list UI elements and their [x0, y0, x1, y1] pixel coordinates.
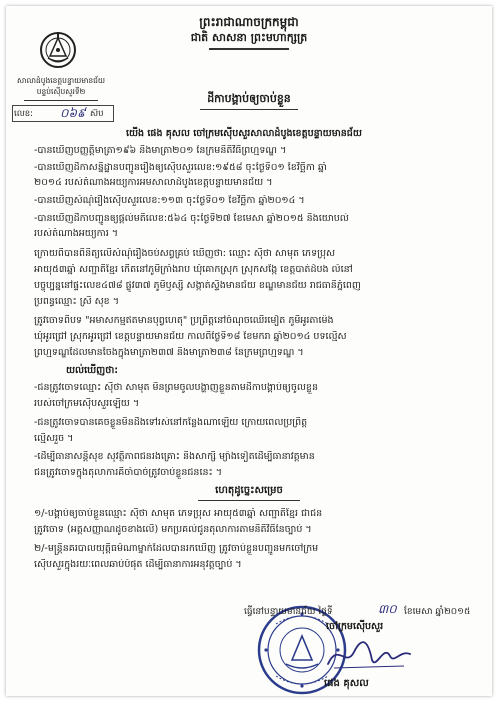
consideration-line: ព្រហ្មទណ្ឌដែលមានចែងក្នុងមាត្រា២៣៧ និងមាត្រា២៣៨ នៃក្រមព្រហ្មទណ្ឌ ។	[34, 347, 304, 358]
reference-number: ០៦៩	[60, 106, 86, 120]
recital-line: -បានឃើញដីកាសន្និដ្ឋានបញ្ជូនរឿងឲ្យស៊ើបសួរលេខ:១៩៥៨ ចុះថ្ងៃទី០១ ខែវិច្ឆិកា ឆ្នាំ	[34, 162, 327, 173]
recital-line: -បានឃើញដីកាបញ្ជូនឲ្យផ្តល់មតិលេខ:៥៦៤ ចុះថ្ងៃទី២៧ ខែមេសា ឆ្នាំ២០១៥ និងយោបល់	[34, 213, 349, 224]
date-day: ៣០	[378, 602, 397, 616]
title-underline	[200, 109, 298, 110]
signatory-title: ចៅក្រមស៊ើបសួរ	[326, 621, 384, 632]
document-page	[6, 6, 492, 696]
consideration-line: ក្រោយពីបានពិនិត្យលើសំណុំរឿងចប់សព្វគ្រប់ ឃើញថា: ឈ្មោះ ស៊ីថា សាមុត ភេទប្រុស	[34, 248, 336, 259]
consideration-line: បច្ចុប្បន្ននៅផ្ទះលេខ៤៧៨ ផ្លូវ៣៧ ភូមិឫស្សី សង្កាត់ស្ទឹងមានជ័យ ខណ្ឌមានជ័យ រាជធានីភ្នំពេញ	[34, 280, 361, 291]
reference-suffix: ស៊ប	[90, 109, 104, 119]
consideration-line: ត្រូវចោទពីបទ "អមាសកម្មឥតមានបុព្វហេតុ" ប្រព្រឹត្តនៅចំណុចឈើរមៀត ភូមិអូរតាម៉េង	[34, 315, 334, 326]
seen-line: ជនត្រូវចោទក្នុងតុលាការគឺចាំបាច់ត្រូវចាប់ខ្លួនជននេះ ។	[34, 467, 222, 478]
seen-line: -ដើម្បីធានាសន្តិសុខ សុវត្ថិភាពជនរងគ្រោះ និងសាក្សី ម្យ៉ាងទៀតដើម្បីធានាវត្តមាន	[34, 451, 315, 462]
national-motto: ជាតិ សាសនា ព្រះមហាក្សត្រ	[190, 31, 308, 44]
seen-line: ល្មើសរួច ។	[34, 433, 74, 444]
decision-heading: ហេតុដូច្នេះសម្រេច	[215, 485, 283, 496]
kingdom-heading: ព្រះរាជាណាចក្រកម្ពុជា	[199, 15, 299, 29]
court-name: សាលាដំបូងខេត្តបន្ទាយមានជ័យ	[16, 76, 106, 85]
recital-line: ២០១៤ របស់តំណាងអយ្យការអមសាលាដំបូងខេត្តបន្ទាយមានជ័យ ។	[34, 177, 273, 188]
seen-line: -ជនត្រូវចោទឈ្មោះ ស៊ីថា សាមុត មិនព្រមចូលបង្ហាញខ្លួនតាមដីកាបង្គាប់ឲ្យចូលខ្លួន	[34, 382, 318, 393]
consideration-line: អាយុ៥៣ឆ្នាំ សញ្ជាតិខ្មែរ កើតនៅភូមិក្រាំងរាប ឃុំគោកស្រុក ស្រុកសង្កែ ខេត្តបាត់ដំបង លំនៅ	[34, 264, 353, 275]
date-month-year: ខែមេសា ឆ្នាំ២០១៥	[404, 607, 471, 617]
place-date-label: ធ្វើនៅបន្ទាយមានជ័យ ថ្ងៃទី	[244, 607, 333, 617]
court-emblem-icon	[36, 26, 80, 70]
seen-heading: យល់ឃើញថា:	[66, 365, 119, 376]
signatory-name: ផេង គុសល	[324, 678, 369, 689]
recital-line: -បានឃើញបញ្ញត្តិមាត្រា១៩៦ និងមាត្រា២០១ នៃក្រមនីតិវិធីព្រហ្មទណ្ឌ ។	[34, 145, 287, 156]
judge-intro: យើង ផេង គុសល ចៅក្រមស៊ើបសួរសាលាដំបូងខេត្តបន្ទាយមានជ័យ	[126, 128, 362, 139]
decision-line: ត្រូវចោទ (អត្តសញ្ញាណដូចខាងលើ) មកប្រគល់ជូនតុលាការតាមនីតិវិធីនៃច្បាប់ ។	[34, 524, 312, 535]
decision-line: ១/-បង្គាប់ឲ្យចាប់ខ្លួនឈ្មោះ ស៊ីថា សាមុត ភេទប្រុស អាយុ៥៣ឆ្នាំ សញ្ជាតិខ្មែរ ជាជន	[34, 508, 323, 519]
decision-line: ស៊ើបសួរក្នុងរយៈពេលឆាប់បំផុត ដើម្បីធានាការអនុវត្តច្បាប់ ។	[34, 559, 242, 570]
chamber-name: បន្ទប់ស៊ើបសួរទី២	[36, 87, 86, 96]
recital-line: របស់តំណាងអយ្យការ ។	[34, 228, 119, 239]
seen-line: -ជនត្រូវចោទបានគេចខ្លួនមិនដឹងទៅរស់នៅកន្លែងណាឡើយ ក្រោយពេលប្រព្រឹត្ត	[34, 417, 308, 428]
reference-label: លេខ:	[14, 109, 34, 119]
seen-line: របស់ចៅក្រមស៊ើបសួរឡើយ ។	[34, 398, 140, 409]
recital-line: -បានឃើញសំណុំរឿងស៊ើបសួរលេខ:១១៣ ចុះថ្ងៃទី០១ ខែវិច្ឆិកា ឆ្នាំ២០១៤ ។	[34, 195, 305, 206]
handwritten-signature-icon	[324, 636, 414, 676]
decision-line: ២/-មន្ត្រីនគរបាលយុត្តិធម៌ណាម្នាក់ដែលបានរកឃើញ ត្រូវចាប់ខ្លួនបញ្ជូនមកចៅក្រម	[34, 543, 319, 554]
document-title: ដីកាបង្គាប់ឲ្យចាប់ខ្លួន	[207, 92, 291, 105]
consideration-line: ឃុំអូរជ្រៅ ស្រុកអូរជ្រៅ ខេត្តបន្ទាយមានជ័យ កាលពីថ្ងៃទី១៨ ខែមករា ឆ្នាំ២០១៤ បទល្មើស	[34, 331, 347, 342]
decision-underline	[198, 500, 300, 501]
consideration-line: ប្រពន្ធឈ្មោះ ស្រី សុខ ។	[34, 296, 119, 307]
motto-divider	[209, 48, 289, 50]
